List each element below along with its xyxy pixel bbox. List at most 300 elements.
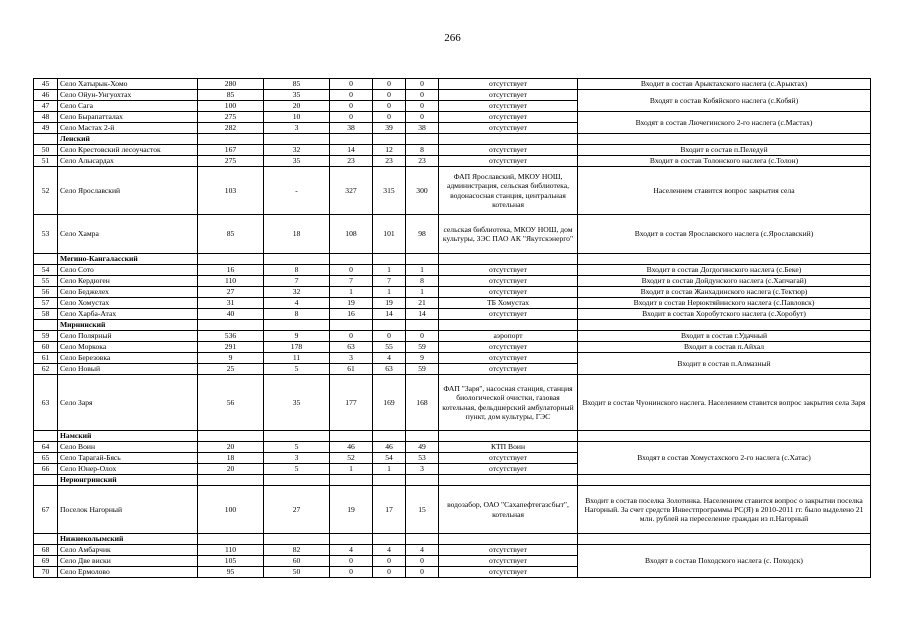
value-1: 40 [198,309,264,320]
empty-cell [264,134,330,145]
status-note: Входит в состав Дойдунского наслега (с.Хапчагай) [578,276,871,287]
value-5: 15 [406,486,439,534]
district-header-row [34,475,871,486]
value-1: 85 [198,90,264,101]
status-note: Входит в состав г.Удачный [578,331,871,342]
value-4: 54 [373,453,406,464]
infrastructure: отсутствует [439,276,578,287]
value-4: 0 [373,331,406,342]
value-1: 9 [198,353,264,364]
infrastructure: аэропорт [439,331,578,342]
settlement-name: Село Воин [58,442,198,453]
infrastructure: отсутствует [439,453,578,464]
infrastructure: отсутствует [439,545,578,556]
infrastructure: КТП Воин [439,442,578,453]
row-number: 70 [34,567,58,578]
row-number: 54 [34,265,58,276]
row-number: 67 [34,486,58,534]
value-1: 167 [198,145,264,156]
value-4: 0 [373,112,406,123]
value-1: 536 [198,331,264,342]
table-row [34,375,871,431]
empty-cell [406,134,439,145]
value-4: 0 [373,556,406,567]
infrastructure: отсутствует [439,112,578,123]
value-2: 50 [264,567,330,578]
row-number: 58 [34,309,58,320]
value-2: 18 [264,215,330,254]
row-number: 69 [34,556,58,567]
empty-cell [439,254,578,265]
status-note: Входит в состав поселка Золотинка. Населением ставится вопрос о закрытии поселка Нагорный. За счет средств Инвестпрограммы РС(Я) в 2010-2011 гг. было выделено 21 млн. рублей на переселение граждан из п.Нагорный [578,486,871,534]
row-number: 51 [34,156,58,167]
value-2: 35 [264,375,330,431]
status-note: Входит в состав п.Айхал [578,342,871,353]
value-5: 0 [406,331,439,342]
value-4: 46 [373,442,406,453]
infrastructure: отсутствует [439,567,578,578]
empty-cell [330,320,373,331]
value-5: 0 [406,101,439,112]
value-1: 291 [198,342,264,353]
empty-cell [264,254,330,265]
empty-cell [198,254,264,265]
table-row [34,298,871,309]
row-number: 53 [34,215,58,254]
empty-cell [264,431,330,442]
value-4: 23 [373,156,406,167]
value-5: 38 [406,123,439,134]
value-3: 177 [330,375,373,431]
district-header-row [34,534,871,545]
infrastructure: отсутствует [439,287,578,298]
table-row [34,331,871,342]
status-note: Входит в состав Толонского наслега (с.Толон) [578,156,871,167]
infrastructure: отсутствует [439,101,578,112]
infrastructure: ФАП "Заря", насосная станция, станция биологической очистки, газовая котельная, фельдшерский амбулаторный пункт, дом культуры, ГЭС [439,375,578,431]
row-number: 61 [34,353,58,364]
value-1: 85 [198,215,264,254]
status-note: Входят в состав Кобяйского наслега (с.Кобяй) [578,90,871,112]
settlement-name: Село Две виски [58,556,198,567]
value-2: 35 [264,156,330,167]
value-4: 17 [373,486,406,534]
empty-cell [439,431,578,442]
value-2: 8 [264,309,330,320]
value-3: 0 [330,112,373,123]
value-2: 27 [264,486,330,534]
empty-cell [439,534,578,545]
infrastructure: ТБ Хомустах [439,298,578,309]
value-3: 14 [330,145,373,156]
value-1: 110 [198,545,264,556]
value-4: 19 [373,298,406,309]
status-note: Входит в состав Хоробутского наслега (с.Хоробут) [578,309,871,320]
value-5: 300 [406,167,439,215]
table-row [34,145,871,156]
infrastructure: отсутствует [439,123,578,134]
empty-cell [198,431,264,442]
value-1: 105 [198,556,264,567]
value-3: 0 [330,567,373,578]
table-row [34,265,871,276]
settlement-name: Село Березовка [58,353,198,364]
settlement-name: Село Ермолово [58,567,198,578]
value-5: 0 [406,556,439,567]
value-2: 32 [264,287,330,298]
district-num-cell [34,320,58,331]
value-2: 3 [264,453,330,464]
value-2: 85 [264,79,330,90]
district-header-row [34,320,871,331]
value-5: 14 [406,309,439,320]
empty-cell [439,475,578,486]
table-row [34,353,871,364]
settlement-name: Село Харба-Атах [58,309,198,320]
value-2: 4 [264,298,330,309]
value-1: 95 [198,567,264,578]
value-4: 63 [373,364,406,375]
status-note: Входит в состав Чуонинского наслега. Населением ставится вопрос закрытия села Заря [578,375,871,431]
value-2: 5 [264,464,330,475]
empty-cell [578,320,871,331]
settlement-name: Село Алысардах [58,156,198,167]
value-3: 108 [330,215,373,254]
district-header-row [34,431,871,442]
district-name: Мирнинский [58,320,198,331]
row-number: 48 [34,112,58,123]
value-2: 7 [264,276,330,287]
district-header-row [34,254,871,265]
value-3: 7 [330,276,373,287]
value-5: 59 [406,342,439,353]
settlement-name: Село Ойун-Унгуохтах [58,90,198,101]
district-name: Нерюнгринский [58,475,198,486]
table-row [34,342,871,353]
value-1: 100 [198,101,264,112]
value-3: 4 [330,545,373,556]
value-3: 0 [330,90,373,101]
value-3: 3 [330,353,373,364]
row-number: 59 [34,331,58,342]
value-3: 23 [330,156,373,167]
value-5: 98 [406,215,439,254]
value-4: 39 [373,123,406,134]
row-number: 68 [34,545,58,556]
value-4: 0 [373,90,406,101]
status-note: Входят в состав Хомустахского 2-го наслега (с.Хатас) [578,442,871,475]
table-body [34,79,871,578]
value-5: 0 [406,567,439,578]
district-num-cell [34,431,58,442]
value-4: 169 [373,375,406,431]
value-2: 5 [264,364,330,375]
status-note: Входит в состав Арыктахского наслега (с.Арыктах) [578,79,871,90]
value-4: 4 [373,353,406,364]
settlement-name: Село Хатырык-Хомо [58,79,198,90]
value-1: 25 [198,364,264,375]
settlement-name: Село Ярославский [58,167,198,215]
value-2: 8 [264,265,330,276]
value-1: 56 [198,375,264,431]
empty-cell [578,475,871,486]
value-4: 1 [373,287,406,298]
district-name: Намский [58,431,198,442]
value-4: 101 [373,215,406,254]
district-num-cell [34,475,58,486]
empty-cell [373,475,406,486]
empty-cell [578,134,871,145]
table-row [34,287,871,298]
value-2: 3 [264,123,330,134]
empty-cell [373,134,406,145]
value-4: 0 [373,101,406,112]
empty-cell [264,534,330,545]
settlement-name: Село Мастах 2-й [58,123,198,134]
value-5: 8 [406,276,439,287]
value-5: 1 [406,287,439,298]
value-1: 16 [198,265,264,276]
settlement-name: Село Крестовский лесоучасток [58,145,198,156]
value-5: 3 [406,464,439,475]
infrastructure: отсутствует [439,79,578,90]
value-1: 275 [198,112,264,123]
table-row [34,112,871,123]
row-number: 60 [34,342,58,353]
infrastructure: отсутствует [439,90,578,101]
value-4: 1 [373,464,406,475]
row-number: 62 [34,364,58,375]
value-1: 31 [198,298,264,309]
value-2: 9 [264,331,330,342]
status-note: Входят в состав Походского наслега (с. Походск) [578,545,871,578]
settlements-table [33,78,871,578]
empty-cell [373,320,406,331]
row-number: 66 [34,464,58,475]
settlement-name: Село Беджелех [58,287,198,298]
empty-cell [373,254,406,265]
table-row [34,442,871,453]
empty-cell [373,431,406,442]
value-2: 178 [264,342,330,353]
value-3: 19 [330,298,373,309]
row-number: 64 [34,442,58,453]
value-1: 282 [198,123,264,134]
empty-cell [406,534,439,545]
value-5: 53 [406,453,439,464]
district-name: Нижнеколымский [58,534,198,545]
value-2: 32 [264,145,330,156]
empty-cell [578,254,871,265]
value-5: 0 [406,112,439,123]
district-header-row [34,134,871,145]
value-5: 59 [406,364,439,375]
value-1: 103 [198,167,264,215]
value-3: 0 [330,556,373,567]
status-note: Входит в состав Нерюктяйинского наслега (с.Павловск) [578,298,871,309]
infrastructure: отсутствует [439,556,578,567]
value-1: 110 [198,276,264,287]
row-number: 45 [34,79,58,90]
row-number: 50 [34,145,58,156]
infrastructure: отсутствует [439,342,578,353]
value-4: 0 [373,567,406,578]
infrastructure: отсутствует [439,309,578,320]
value-5: 0 [406,90,439,101]
infrastructure: отсутствует [439,353,578,364]
value-1: 275 [198,156,264,167]
empty-cell [406,320,439,331]
value-4: 4 [373,545,406,556]
value-5: 1 [406,265,439,276]
empty-cell [439,320,578,331]
row-number: 63 [34,375,58,431]
value-2: 20 [264,101,330,112]
row-number: 52 [34,167,58,215]
value-3: 1 [330,464,373,475]
value-5: 4 [406,545,439,556]
settlement-name: Село Юнер-Олох [58,464,198,475]
value-2: 11 [264,353,330,364]
empty-cell [264,320,330,331]
value-1: 100 [198,486,264,534]
infrastructure: отсутствует [439,364,578,375]
value-5: 0 [406,79,439,90]
settlement-name: Село Моркока [58,342,198,353]
value-4: 14 [373,309,406,320]
value-3: 0 [330,265,373,276]
status-note: Входит в состав п.Алмазный [578,353,871,375]
empty-cell [330,431,373,442]
table-row [34,167,871,215]
page-number: 266 [444,32,461,44]
value-3: 0 [330,79,373,90]
infrastructure: ФАП Ярославский, МКОУ НОШ, администрация, сельская библиотека, водонасосная станция, центральная котельная [439,167,578,215]
infrastructure: отсутствует [439,156,578,167]
value-2: 5 [264,442,330,453]
table-row [34,90,871,101]
table-row [34,545,871,556]
infrastructure: отсутствует [439,265,578,276]
status-note: Входит в состав п.Пеледуй [578,145,871,156]
value-4: 12 [373,145,406,156]
empty-cell [330,254,373,265]
value-3: 52 [330,453,373,464]
row-number: 46 [34,90,58,101]
settlement-name: Село Тарагай-Бясь [58,453,198,464]
empty-cell [439,134,578,145]
empty-cell [264,475,330,486]
value-4: 315 [373,167,406,215]
value-2: - [264,167,330,215]
empty-cell [330,534,373,545]
value-3: 38 [330,123,373,134]
value-1: 27 [198,287,264,298]
settlement-name: Село Кердюген [58,276,198,287]
value-4: 1 [373,265,406,276]
settlement-name: Село Бырапатталах [58,112,198,123]
settlement-name: Село Сага [58,101,198,112]
infrastructure: сельская библиотека, МКОУ НОШ, дом культуры, ЗЭС ПАО АК "Якутскэнерго" [439,215,578,254]
empty-cell [406,475,439,486]
table-row [34,215,871,254]
value-3: 19 [330,486,373,534]
district-num-cell [34,134,58,145]
settlement-name: Село Хомустах [58,298,198,309]
empty-cell [578,431,871,442]
district-num-cell [34,534,58,545]
status-note: Входит в состав Ярославского наслега (с.Ярославский) [578,215,871,254]
infrastructure: отсутствует [439,145,578,156]
district-name: Мегино-Кангаласский [58,254,198,265]
value-3: 0 [330,101,373,112]
table-row [34,309,871,320]
value-2: 35 [264,90,330,101]
status-note: Входит в состав Жанхадинского наслега (с.Тектюр) [578,287,871,298]
empty-cell [198,475,264,486]
value-4: 0 [373,79,406,90]
value-5: 9 [406,353,439,364]
value-1: 18 [198,453,264,464]
row-number: 65 [34,453,58,464]
value-5: 168 [406,375,439,431]
value-2: 10 [264,112,330,123]
status-note: Населением ставится вопрос закрытия села [578,167,871,215]
table-row [34,156,871,167]
empty-cell [373,534,406,545]
value-3: 1 [330,287,373,298]
settlement-name: Поселок Нагорный [58,486,198,534]
value-3: 46 [330,442,373,453]
value-1: 280 [198,79,264,90]
empty-cell [330,475,373,486]
empty-cell [198,134,264,145]
empty-cell [198,320,264,331]
row-number: 57 [34,298,58,309]
value-5: 49 [406,442,439,453]
settlement-name: Село Амбарчик [58,545,198,556]
value-5: 21 [406,298,439,309]
infrastructure: отсутствует [439,464,578,475]
value-3: 0 [330,331,373,342]
value-3: 63 [330,342,373,353]
empty-cell [406,431,439,442]
infrastructure: водозабор, ОАО "Сахапефтегазсбыт", котельная [439,486,578,534]
empty-cell [406,254,439,265]
value-1: 20 [198,442,264,453]
district-num-cell [34,254,58,265]
value-2: 60 [264,556,330,567]
row-number: 47 [34,101,58,112]
table-row [34,79,871,90]
settlement-name: Село Новый [58,364,198,375]
value-3: 327 [330,167,373,215]
row-number: 55 [34,276,58,287]
settlement-name: Село Заря [58,375,198,431]
value-3: 61 [330,364,373,375]
value-5: 23 [406,156,439,167]
row-number: 49 [34,123,58,134]
empty-cell [578,534,871,545]
table-row [34,276,871,287]
settlement-name: Село Полярный [58,331,198,342]
empty-cell [198,534,264,545]
status-note: Входят в состав Лючегинского 2-го наслега (с.Мастах) [578,112,871,134]
table-row [34,486,871,534]
value-4: 7 [373,276,406,287]
district-name: Ленский [58,134,198,145]
value-3: 16 [330,309,373,320]
